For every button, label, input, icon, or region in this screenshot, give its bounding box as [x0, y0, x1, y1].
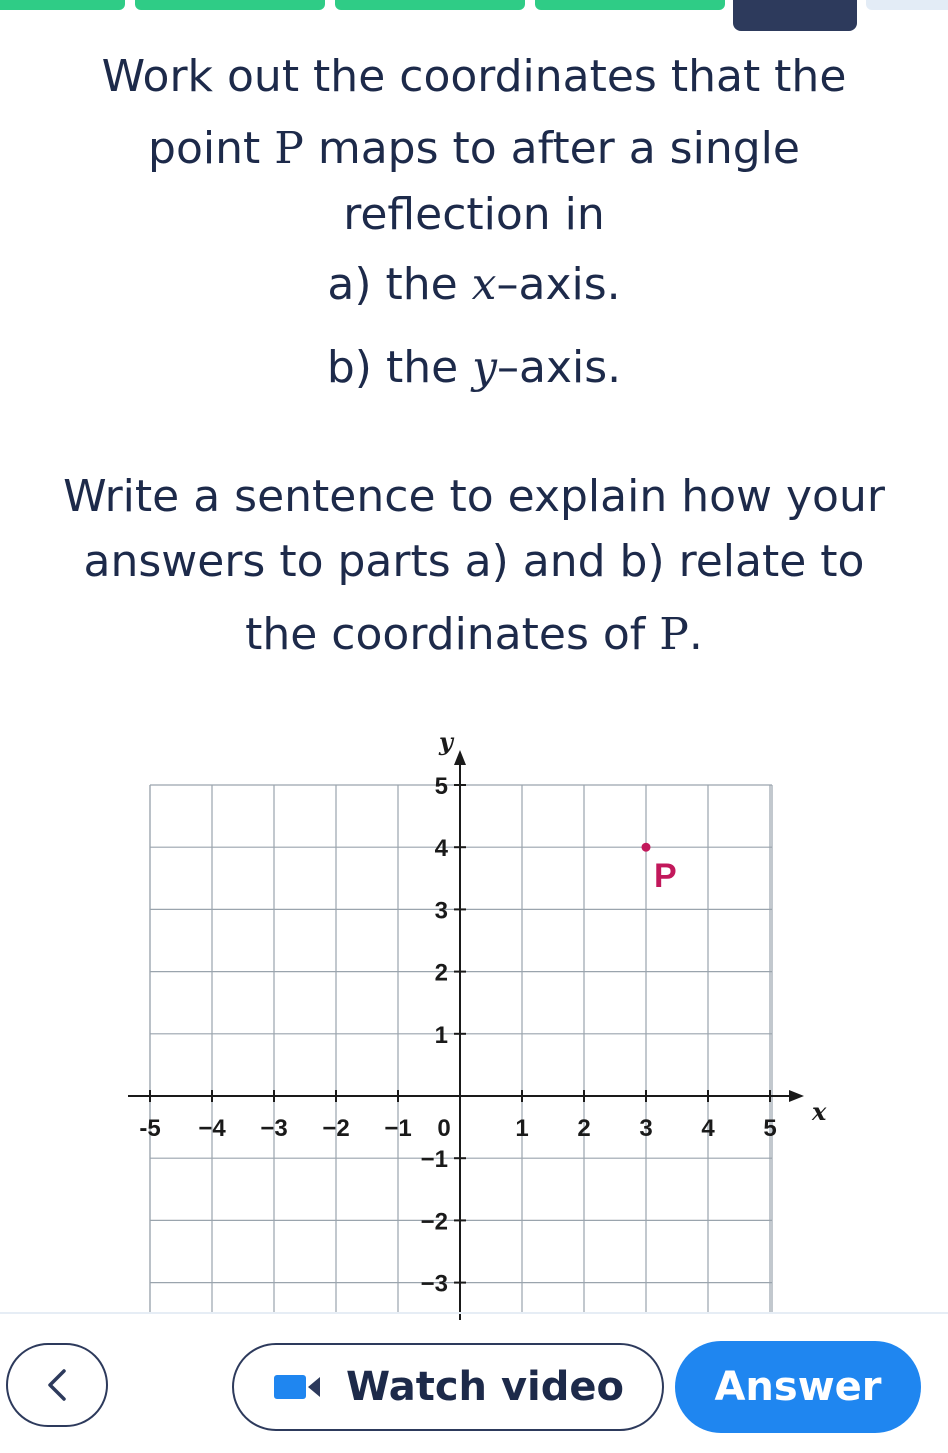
x-tick-label: 5: [763, 1115, 777, 1142]
part-a-suffix: –axis.: [496, 259, 621, 310]
question-line-8: [0, 609, 948, 660]
part-b: [0, 342, 948, 393]
progress-segment-4: [535, 0, 725, 10]
video-camera-icon: [272, 1372, 324, 1402]
watch-video-label: Watch video: [346, 1364, 624, 1410]
question-line-6: [0, 471, 948, 522]
question-text: the coordinates of: [245, 609, 660, 660]
x-axis-label: x: [812, 1097, 827, 1126]
progress-segment-remaining: [866, 0, 948, 10]
question-line-2: [0, 123, 948, 174]
question-text: reflection in: [343, 189, 605, 240]
y-tick-label: −1: [420, 1146, 448, 1174]
coordinate-grid: [0, 720, 948, 1320]
point-name: P: [659, 609, 689, 660]
y-tick-label: 5: [434, 773, 448, 800]
part-b-suffix: –axis.: [497, 342, 622, 393]
answer-button[interactable]: [675, 1341, 921, 1433]
y-tick-label: −2: [420, 1208, 448, 1236]
x-tick-label: 0: [437, 1115, 451, 1142]
y-variable: y: [472, 342, 497, 393]
x-tick-label: 1: [515, 1115, 529, 1142]
point-p: [642, 843, 651, 852]
question-text: .: [688, 609, 703, 660]
question-line-7: [0, 536, 948, 587]
y-tick-label: 1: [434, 1021, 448, 1049]
x-variable: x: [471, 259, 497, 310]
watch-video-button[interactable]: [232, 1343, 664, 1431]
progress-segment-1: [0, 0, 125, 10]
x-tick-label: -5: [139, 1115, 161, 1142]
question-text: Work out the coordinates that the: [101, 51, 847, 102]
answer-label: Answer: [714, 1364, 882, 1410]
x-tick-label: −4: [198, 1115, 226, 1142]
x-tick-label: −3: [260, 1115, 288, 1142]
x-tick-label: 3: [639, 1115, 653, 1142]
progress-segment-5: [733, 0, 857, 31]
x-tick-label: −1: [384, 1115, 412, 1142]
question-text: maps to after a single: [303, 123, 800, 174]
y-tick-label: 2: [434, 959, 448, 987]
y-tick-label: −3: [420, 1270, 448, 1298]
part-a: [0, 259, 948, 310]
x-tick-label: 4: [701, 1115, 715, 1142]
progress-segment-3: [335, 0, 525, 10]
bottom-divider: [0, 1312, 948, 1314]
x-tick-label: 2: [577, 1115, 591, 1142]
back-button[interactable]: [6, 1343, 108, 1427]
y-axis-label: y: [439, 727, 453, 756]
y-tick-label: 4: [434, 835, 448, 863]
progress-segment-2: [135, 0, 325, 10]
x-axis-arrow: [789, 1090, 804, 1102]
progress-bar: [0, 0, 948, 32]
question-text: Write a sentence to explain how your: [63, 471, 885, 522]
point-p-label: P: [654, 857, 677, 896]
chevron-left-icon: [42, 1365, 72, 1405]
question-line-1: [0, 51, 948, 102]
x-tick-label: −2: [322, 1115, 350, 1142]
part-a-label: a) the: [327, 259, 472, 310]
part-b-label: b) the: [326, 342, 473, 393]
y-axis-arrow: [454, 750, 466, 765]
point-name: P: [274, 123, 304, 174]
question-line-3: [0, 189, 948, 240]
y-tick-label: 3: [434, 897, 448, 925]
question-text: answers to parts a) and b) relate to: [83, 536, 865, 587]
question-text: point: [148, 123, 275, 174]
